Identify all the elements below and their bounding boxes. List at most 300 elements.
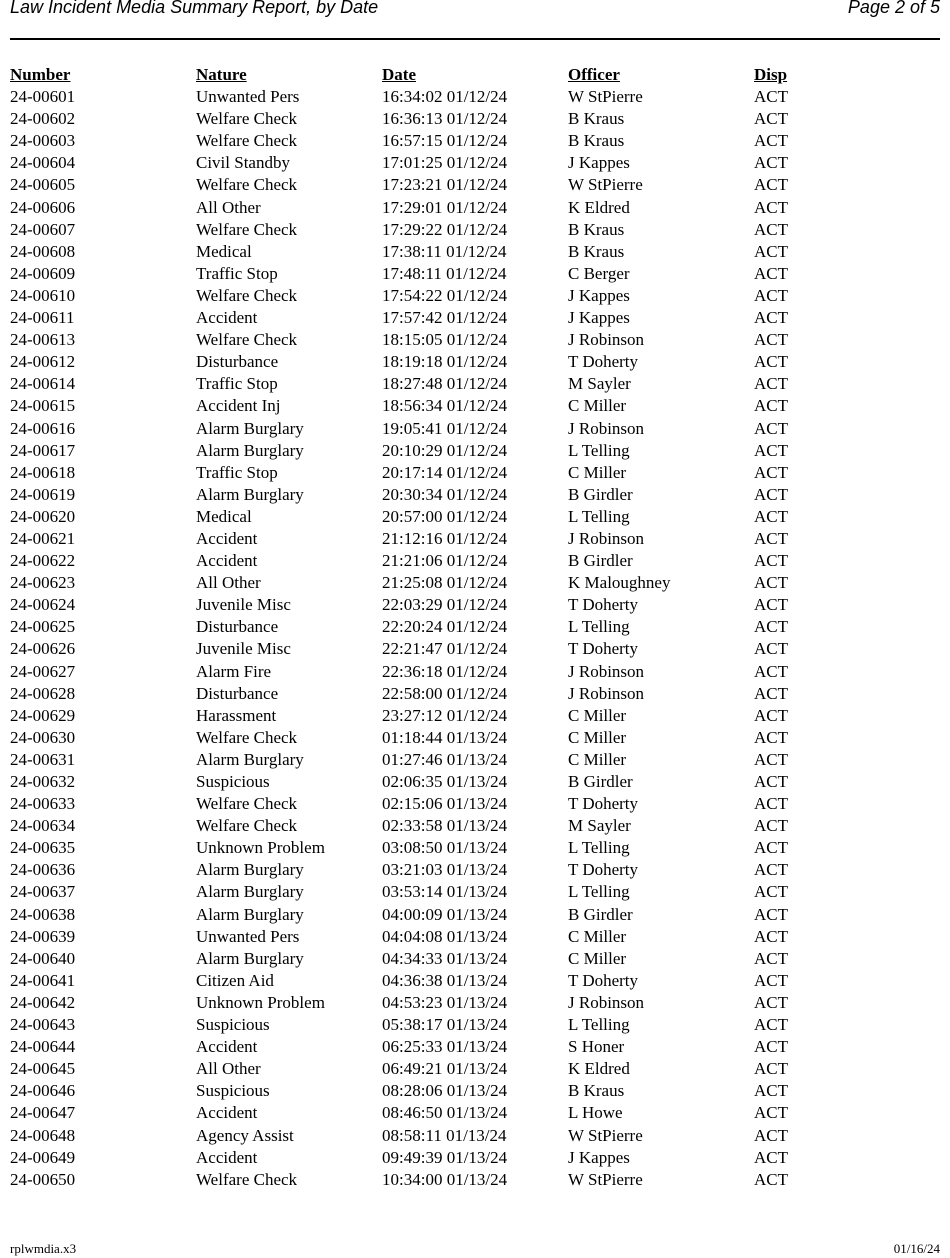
table-row (10, 572, 940, 594)
cell-disp: ACT (754, 1081, 788, 1101)
cell-officer: T Doherty (568, 860, 639, 880)
column-header-disp: Disp (754, 65, 788, 84)
cell-date: 18:56:34 01/12/24 (382, 396, 508, 416)
cell-date: 20:17:14 01/12/24 (382, 462, 508, 482)
cell-number: 24-00623 (10, 573, 76, 593)
cell-date: 21:12:16 01/12/24 (382, 528, 508, 548)
table-header-row (10, 64, 940, 86)
cell-date: 09:49:39 01/13/24 (382, 1147, 508, 1167)
cell-officer: B Kraus (568, 1081, 625, 1101)
cell-nature: Unknown Problem (196, 992, 325, 1012)
cell-nature: Alarm Burglary (196, 484, 304, 504)
cell-disp: ACT (754, 528, 788, 548)
table-row (10, 440, 940, 462)
cell-disp: ACT (754, 219, 788, 239)
cell-date: 08:46:50 01/13/24 (382, 1103, 508, 1123)
cell-date: 06:25:33 01/13/24 (382, 1037, 508, 1057)
cell-nature: Accident (196, 551, 258, 571)
table-row (10, 528, 940, 550)
cell-date: 16:36:13 01/12/24 (382, 109, 508, 129)
cell-officer: C Miller (568, 749, 627, 769)
cell-nature: Civil Standby (196, 153, 290, 173)
cell-officer: J Robinson (568, 683, 645, 703)
cell-nature: Alarm Burglary (196, 749, 304, 769)
cell-nature: Accident (196, 1037, 258, 1057)
cell-nature: Unknown Problem (196, 838, 325, 858)
table-row (10, 661, 940, 683)
cell-officer: M Sayler (568, 374, 631, 394)
cell-number: 24-00649 (10, 1147, 76, 1167)
cell-officer: C Miller (568, 705, 627, 725)
cell-disp: ACT (754, 573, 788, 593)
cell-officer: J Robinson (568, 992, 645, 1012)
cell-officer: K Eldred (568, 1059, 630, 1079)
table-row (10, 705, 940, 727)
cell-disp: ACT (754, 1015, 788, 1035)
cell-number: 24-00633 (10, 794, 76, 814)
table-row (10, 197, 940, 219)
cell-date: 17:38:11 01/12/24 (382, 241, 507, 261)
cell-number: 24-00621 (10, 528, 76, 548)
cell-officer: C Berger (568, 263, 630, 283)
table-row (10, 418, 940, 440)
cell-disp: ACT (754, 838, 788, 858)
cell-number: 24-00622 (10, 551, 76, 571)
cell-number: 24-00626 (10, 639, 76, 659)
cell-nature: Harassment (196, 705, 277, 725)
table-row (10, 970, 940, 992)
cell-date: 04:36:38 01/13/24 (382, 970, 508, 990)
cell-disp: ACT (754, 241, 788, 261)
cell-number: 24-00644 (10, 1037, 76, 1057)
cell-officer: B Girdler (568, 772, 633, 791)
cell-disp: ACT (754, 484, 788, 504)
cell-officer: W StPierre (568, 1125, 643, 1145)
cell-date: 10:34:00 01/13/24 (382, 1169, 508, 1189)
cell-disp: ACT (754, 639, 788, 659)
cell-nature: Alarm Burglary (196, 418, 304, 438)
cell-date: 17:29:01 01/12/24 (382, 197, 508, 217)
cell-nature: Accident (196, 528, 258, 548)
cell-date: 17:54:22 01/12/24 (382, 285, 508, 305)
cell-number: 24-00610 (10, 285, 76, 305)
cell-date: 21:21:06 01/12/24 (382, 551, 508, 571)
cell-nature: Suspicious (196, 1015, 270, 1035)
cell-nature: Welfare Check (196, 285, 298, 305)
cell-nature: Welfare Check (196, 1169, 298, 1189)
table-row (10, 594, 940, 616)
cell-nature: Welfare Check (196, 816, 298, 836)
table-row (10, 771, 940, 793)
cell-disp: ACT (754, 705, 788, 725)
cell-date: 23:27:12 01/12/24 (382, 705, 508, 725)
cell-officer: J Kappes (568, 153, 630, 173)
table-row (10, 1080, 940, 1102)
table-row (10, 152, 940, 174)
cell-number: 24-00629 (10, 705, 76, 725)
cell-number: 24-00642 (10, 992, 76, 1012)
cell-nature: All Other (196, 573, 261, 593)
cell-officer: J Robinson (568, 330, 645, 350)
cell-date: 06:49:21 01/13/24 (382, 1059, 508, 1079)
cell-number: 24-00602 (10, 109, 76, 129)
cell-disp: ACT (754, 948, 788, 968)
cell-date: 03:21:03 01/13/24 (382, 860, 508, 880)
table-row (10, 174, 940, 196)
cell-nature: Traffic Stop (196, 374, 278, 394)
cell-nature: Disturbance (196, 617, 279, 637)
cell-disp: ACT (754, 992, 788, 1012)
cell-number: 24-00605 (10, 175, 76, 195)
cell-number: 24-00647 (10, 1103, 76, 1123)
cell-date: 16:57:15 01/12/24 (382, 131, 508, 151)
cell-number: 24-00625 (10, 617, 76, 637)
cell-date: 01:18:44 01/13/24 (382, 727, 508, 747)
cell-number: 24-00609 (10, 263, 76, 283)
cell-disp: ACT (754, 352, 788, 372)
cell-disp: ACT (754, 396, 788, 416)
table-row (10, 462, 940, 484)
cell-number: 24-00630 (10, 727, 76, 747)
cell-disp: ACT (754, 374, 788, 394)
cell-nature: Accident (196, 308, 258, 328)
cell-nature: Welfare Check (196, 727, 298, 747)
cell-number: 24-00650 (10, 1169, 76, 1189)
cell-disp: ACT (754, 285, 788, 305)
cell-date: 18:15:05 01/12/24 (382, 330, 508, 350)
table-row (10, 1036, 940, 1058)
cell-officer: B Girdler (568, 484, 633, 504)
cell-disp: ACT (754, 749, 788, 769)
cell-number: 24-00601 (10, 87, 76, 107)
cell-officer: S Honer (568, 1037, 625, 1057)
cell-date: 22:58:00 01/12/24 (382, 683, 508, 703)
cell-officer: C Miller (568, 462, 627, 482)
cell-date: 01:27:46 01/13/24 (382, 749, 508, 769)
table-row (10, 859, 940, 881)
cell-disp: ACT (754, 109, 788, 129)
cell-disp: ACT (754, 1125, 788, 1145)
cell-disp: ACT (754, 904, 788, 924)
cell-date: 05:38:17 01/13/24 (382, 1015, 508, 1035)
cell-date: 17:23:21 01/12/24 (382, 175, 508, 195)
cell-officer: W StPierre (568, 87, 643, 107)
table-row (10, 881, 940, 903)
cell-disp: ACT (754, 816, 788, 836)
cell-number: 24-00614 (10, 374, 76, 394)
cell-nature: Traffic Stop (196, 462, 278, 482)
cell-disp: ACT (754, 772, 788, 791)
cell-disp: ACT (754, 87, 788, 107)
cell-officer: L Telling (568, 1015, 630, 1035)
cell-nature: Alarm Burglary (196, 860, 304, 880)
cell-disp: ACT (754, 175, 788, 195)
table-row (10, 108, 940, 130)
cell-date: 02:06:35 01/13/24 (382, 772, 508, 791)
cell-number: 24-00639 (10, 926, 76, 946)
cell-number: 24-00608 (10, 241, 76, 261)
cell-number: 24-00643 (10, 1015, 76, 1035)
cell-number: 24-00618 (10, 462, 76, 482)
cell-disp: ACT (754, 153, 788, 173)
cell-number: 24-00648 (10, 1125, 76, 1145)
cell-officer: J Kappes (568, 1147, 630, 1167)
cell-number: 24-00616 (10, 418, 76, 438)
cell-nature: Unwanted Pers (196, 926, 300, 946)
cell-officer: B Girdler (568, 904, 633, 924)
table-row (10, 395, 940, 417)
cell-number: 24-00615 (10, 396, 76, 416)
cell-officer: L Telling (568, 440, 630, 460)
column-header-number: Number (10, 65, 71, 84)
cell-number: 24-00646 (10, 1081, 76, 1101)
cell-officer: W StPierre (568, 175, 643, 195)
cell-number: 24-00628 (10, 683, 76, 703)
cell-officer: W StPierre (568, 1169, 643, 1189)
cell-nature: Citizen Aid (196, 970, 274, 990)
cell-nature: Juvenile Misc (196, 639, 291, 659)
print-date: 01/16/24 (893, 1241, 940, 1256)
cell-nature: Welfare Check (196, 219, 298, 239)
cell-disp: ACT (754, 595, 788, 615)
cell-officer: T Doherty (568, 639, 639, 659)
cell-nature: Accident Inj (196, 396, 281, 416)
table-row (10, 1147, 940, 1169)
cell-officer: J Robinson (568, 418, 645, 438)
cell-date: 04:00:09 01/13/24 (382, 904, 508, 924)
cell-number: 24-00634 (10, 816, 76, 836)
cell-nature: Medical (196, 241, 252, 261)
cell-officer: J Kappes (568, 285, 630, 305)
cell-number: 24-00638 (10, 904, 76, 924)
cell-officer: B Kraus (568, 219, 625, 239)
cell-disp: ACT (754, 418, 788, 438)
cell-nature: Medical (196, 506, 252, 526)
cell-nature: Alarm Burglary (196, 440, 304, 460)
cell-disp: ACT (754, 683, 788, 703)
cell-officer: L Howe (568, 1103, 623, 1123)
cell-nature: All Other (196, 1059, 261, 1079)
cell-nature: Disturbance (196, 352, 279, 372)
cell-number: 24-00636 (10, 860, 76, 880)
cell-number: 24-00619 (10, 484, 76, 504)
table-row (10, 616, 940, 638)
table-row (10, 373, 940, 395)
table-row (10, 948, 940, 970)
cell-officer: L Telling (568, 838, 630, 858)
cell-nature: Welfare Check (196, 794, 298, 814)
table-row (10, 815, 940, 837)
report-title: Law Incident Media Summary Report, by Date (10, 0, 379, 17)
cell-number: 24-00640 (10, 948, 76, 968)
cell-disp: ACT (754, 882, 788, 902)
page-indicator: Page 2 of 5 (847, 0, 940, 17)
table-row (10, 241, 940, 263)
cell-officer: K Eldred (568, 197, 630, 217)
cell-nature: All Other (196, 197, 261, 217)
cell-nature: Welfare Check (196, 175, 298, 195)
table-row (10, 307, 940, 329)
table-row (10, 263, 940, 285)
table-row (10, 926, 940, 948)
cell-officer: J Robinson (568, 528, 645, 548)
cell-disp: ACT (754, 1103, 788, 1123)
cell-officer: J Kappes (568, 308, 630, 328)
cell-officer: C Miller (568, 926, 627, 946)
table-row (10, 351, 940, 373)
table-row (10, 727, 940, 749)
cell-nature: Unwanted Pers (196, 87, 300, 107)
cell-date: 04:53:23 01/13/24 (382, 992, 508, 1012)
cell-nature: Alarm Burglary (196, 882, 304, 902)
cell-officer: T Doherty (568, 352, 639, 372)
table-row (10, 550, 940, 572)
table-row (10, 329, 940, 351)
cell-officer: L Telling (568, 506, 630, 526)
cell-nature: Welfare Check (196, 109, 298, 129)
cell-number: 24-00613 (10, 330, 76, 350)
cell-disp: ACT (754, 1037, 788, 1057)
report-code: rplwmdia.x3 (10, 1241, 77, 1256)
table-row (10, 638, 940, 660)
cell-disp: ACT (754, 617, 788, 637)
cell-officer: T Doherty (568, 794, 639, 814)
cell-disp: ACT (754, 506, 788, 526)
cell-disp: ACT (754, 926, 788, 946)
cell-disp: ACT (754, 440, 788, 460)
cell-disp: ACT (754, 1169, 788, 1189)
cell-number: 24-00611 (10, 308, 75, 328)
cell-number: 24-00620 (10, 506, 76, 526)
cell-nature: Traffic Stop (196, 263, 278, 283)
cell-disp: ACT (754, 263, 788, 283)
cell-officer: C Miller (568, 396, 627, 416)
cell-number: 24-00635 (10, 838, 76, 858)
cell-officer: B Girdler (568, 551, 633, 571)
cell-nature: Juvenile Misc (196, 595, 291, 615)
cell-number: 24-00617 (10, 440, 76, 460)
table-row (10, 130, 940, 152)
cell-number: 24-00637 (10, 882, 76, 902)
cell-date: 04:04:08 01/13/24 (382, 926, 508, 946)
cell-number: 24-00632 (10, 772, 76, 791)
cell-date: 17:01:25 01/12/24 (382, 153, 508, 173)
table-row (10, 837, 940, 859)
table-row (10, 1169, 940, 1191)
cell-disp: ACT (754, 1147, 788, 1167)
table-row (10, 793, 940, 815)
cell-date: 17:57:42 01/12/24 (382, 308, 508, 328)
cell-number: 24-00624 (10, 595, 76, 615)
table-row (10, 484, 940, 506)
cell-number: 24-00631 (10, 749, 76, 769)
table-row (10, 1014, 940, 1036)
cell-disp: ACT (754, 727, 788, 747)
cell-date: 22:03:29 01/12/24 (382, 595, 508, 615)
cell-officer: T Doherty (568, 595, 639, 615)
table-row (10, 683, 940, 705)
table-row (10, 285, 940, 307)
column-header-date: Date (382, 65, 416, 84)
cell-nature: Alarm Fire (196, 661, 272, 681)
cell-disp: ACT (754, 308, 788, 328)
cell-officer: M Sayler (568, 816, 631, 836)
column-header-officer: Officer (568, 65, 620, 84)
cell-number: 24-00607 (10, 219, 76, 239)
cell-number: 24-00604 (10, 153, 76, 173)
cell-disp: ACT (754, 1059, 788, 1079)
cell-disp: ACT (754, 794, 788, 814)
cell-date: 20:30:34 01/12/24 (382, 484, 508, 504)
cell-date: 21:25:08 01/12/24 (382, 573, 508, 593)
cell-nature: Accident (196, 1103, 258, 1123)
cell-date: 18:19:18 01/12/24 (382, 352, 508, 372)
table-row (10, 1125, 940, 1147)
cell-nature: Suspicious (196, 1081, 270, 1101)
cell-officer: C Miller (568, 727, 627, 747)
cell-date: 17:29:22 01/12/24 (382, 219, 508, 239)
cell-disp: ACT (754, 131, 788, 151)
cell-nature: Welfare Check (196, 131, 298, 151)
cell-date: 03:08:50 01/13/24 (382, 838, 508, 858)
table-row (10, 992, 940, 1014)
cell-disp: ACT (754, 330, 788, 350)
cell-officer: B Kraus (568, 241, 625, 261)
table-row (10, 1058, 940, 1080)
cell-officer: B Kraus (568, 109, 625, 129)
cell-nature: Alarm Burglary (196, 948, 304, 968)
cell-date: 22:21:47 01/12/24 (382, 639, 508, 659)
cell-disp: ACT (754, 860, 788, 880)
cell-date: 20:57:00 01/12/24 (382, 506, 508, 526)
cell-date: 17:48:11 01/12/24 (382, 263, 507, 283)
cell-date: 22:20:24 01/12/24 (382, 617, 508, 637)
cell-date: 04:34:33 01/13/24 (382, 948, 508, 968)
cell-date: 02:33:58 01/13/24 (382, 816, 508, 836)
cell-number: 24-00627 (10, 661, 76, 681)
cell-officer: C Miller (568, 948, 627, 968)
cell-officer: L Telling (568, 882, 630, 902)
cell-nature: Agency Assist (196, 1125, 294, 1145)
cell-nature: Welfare Check (196, 330, 298, 350)
cell-nature: Suspicious (196, 772, 270, 791)
table-row (10, 219, 940, 241)
cell-disp: ACT (754, 197, 788, 217)
cell-date: 16:34:02 01/12/24 (382, 87, 508, 107)
cell-officer: J Robinson (568, 661, 645, 681)
cell-officer: B Kraus (568, 131, 625, 151)
cell-number: 24-00645 (10, 1059, 76, 1079)
cell-number: 24-00606 (10, 197, 76, 217)
cell-date: 02:15:06 01/13/24 (382, 794, 508, 814)
cell-disp: ACT (754, 462, 788, 482)
cell-officer: T Doherty (568, 970, 639, 990)
cell-disp: ACT (754, 661, 788, 681)
cell-date: 19:05:41 01/12/24 (382, 418, 508, 438)
header-rule (10, 38, 940, 40)
cell-number: 24-00612 (10, 352, 76, 372)
cell-date: 18:27:48 01/12/24 (382, 374, 508, 394)
column-header-nature: Nature (196, 65, 247, 84)
cell-date: 08:58:11 01/13/24 (382, 1125, 507, 1145)
table-row (10, 904, 940, 926)
cell-nature: Alarm Burglary (196, 904, 304, 924)
cell-nature: Disturbance (196, 683, 279, 703)
incident-table (10, 64, 940, 1191)
table-row (10, 506, 940, 528)
cell-officer: L Telling (568, 617, 630, 637)
cell-date: 08:28:06 01/13/24 (382, 1081, 508, 1101)
